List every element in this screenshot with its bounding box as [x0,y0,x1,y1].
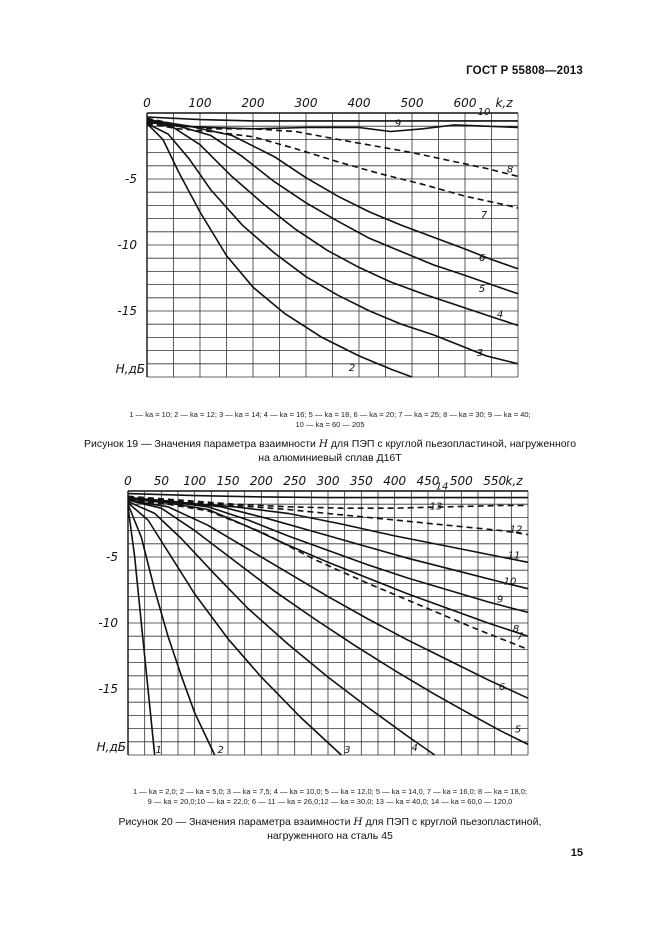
fig19-series-9-label: 9 [394,118,402,130]
fig20-series-5-label: 5 [514,724,522,736]
fig19-series-6-label: 6 [478,252,486,264]
fig20-x-tick-label: 450 [416,474,440,488]
figure-20-chart [0,473,661,773]
fig20-x-tick-label: 200 [249,474,273,488]
fig20-grid [128,491,528,755]
figure-20-legend-line-1: 1 — ka = 2,0; 2 — ka = 5,0; 3 — ka = 7,5; 4 — ka = 10,0; 5 — ka = 12,0; 5 — ka = 14,0, 7 — ka = 16,0; 8 — ka = 18,0; [133,787,527,796]
fig19-series-4-label: 4 [496,309,504,321]
fig20-x-tick-label: 350 [349,474,373,488]
fig19-x-axis-label: k,z [495,96,513,110]
fig20-series-2-label: 2 [217,745,224,756]
fig19-series-10-label: 10 [477,106,491,118]
fig19-x-tick-label: 400 [347,96,371,110]
fig20-series-2-line [128,504,215,755]
fig20-x-tick-label: 550 [483,474,507,488]
fig20-series-4-line [128,502,435,755]
fig20-series-3-label: 3 [344,745,351,756]
figure-20-caption-suffix: для ПЭП с круглой пьезопластиной, [365,816,542,828]
fig19-x-tick-label: 300 [294,96,318,110]
fig19-series-8-label: 8 [506,164,514,176]
fig20-x-tick-label: 500 [449,474,473,488]
figure-20-caption-symbol: H [353,816,363,828]
fig20-series-14-label: 14 [435,481,449,493]
figure-20-legend-line-2: 9 — ka = 20,0;10 — ka = 22,0; 6 — 11 — ka = 26,0;12 — ka = 30,0; 13 — ka = 40,0; 14 — ka = 60,0 — 120,0 [147,797,513,806]
fig19-x-tick-label: 200 [241,96,265,110]
fig20-y-tick-label: -15 [98,682,118,696]
fig19-x-tick-label: 500 [400,96,424,110]
fig19-y-tick-label: -15 [117,304,137,318]
fig20-series-7-label: 7 [516,631,524,643]
fig20-x-tick-label: 150 [216,474,240,488]
fig19-grid [147,113,518,377]
fig20-x-tick-label: 250 [283,474,307,488]
fig19-y-axis-label: H,дБ [115,362,145,376]
fig19-x-tick-label: 0 [143,96,151,110]
fig19-y-tick-label: -10 [117,238,137,252]
fig20-x-tick-label: 0 [124,474,132,488]
fig20-series-13-label: 13 [429,501,443,513]
figure-19-chart [0,95,661,395]
figure-20-caption-prefix: Рисунок 20 — Значения параметра взаимности [118,816,351,828]
fig19-x-tick-label: 600 [453,96,477,110]
figure-19-caption-suffix: для ПЭП с круглой пьезопластиной, нагруженного [330,438,577,450]
fig20-x-tick-label: 400 [383,474,407,488]
fig20-series-6-label: 6 [498,682,506,694]
figure-19-legend-line-1: 1 — ka = 10; 2 — ka = 12; 3 — ka = 14; 4 — ka = 16; 5 — ka = 18, 6 — ka = 20; 7 — ka = 25; 8 — ka = 30; 9 — ka = 40; [129,410,531,419]
figure-20-caption-line-2: нагруженного на сталь 45 [267,830,393,842]
fig20-series-4-label: 4 [411,743,418,754]
figure-19-legend [50,410,610,430]
fig20-x-tick-label: 50 [153,474,169,488]
fig20-series-12-label: 12 [509,524,523,536]
page-number: 15 [570,847,583,859]
fig20-y-axis-label: H,дБ [96,740,126,754]
figure-19-caption-symbol: H [318,438,328,450]
fig20-series-9-label: 9 [496,594,504,606]
document-code: ГОСТ Р 55808—2013 [466,65,583,77]
fig20-y-tick-label: -5 [106,550,118,564]
fig20-series-1-label: 1 [155,745,162,756]
fig19-series-2-label: 2 [348,363,356,374]
figure-19-caption-line-2: на алюминиевый сплав Д16Т [258,452,402,464]
fig20-x-tick-label: 300 [316,474,340,488]
fig20-y-tick-label: -10 [98,616,118,630]
fig19-series-3-label: 3 [476,347,484,359]
figure-19-legend-line-2: 10 — ka = 60 — 205 [295,420,365,429]
figure-19-caption-prefix: Рисунок 19 — Значения параметра взаимности [83,438,316,450]
fig20-series-11-label: 11 [507,550,521,562]
figure-20-caption [40,815,620,843]
fig19-x-tick-label: 100 [188,96,212,110]
fig20-series-8-label: 8 [512,624,520,636]
fig19-series-7-label: 7 [480,210,488,222]
figure-20-legend [50,787,610,807]
fig20-x-tick-label: 100 [183,474,207,488]
fig20-x-axis-label: k,z [505,474,523,488]
fig19-series-5-label: 5 [478,283,486,295]
fig19-y-tick-label: -5 [125,172,137,186]
figure-19-caption [40,437,620,465]
fig20-series-10-label: 10 [503,576,517,588]
